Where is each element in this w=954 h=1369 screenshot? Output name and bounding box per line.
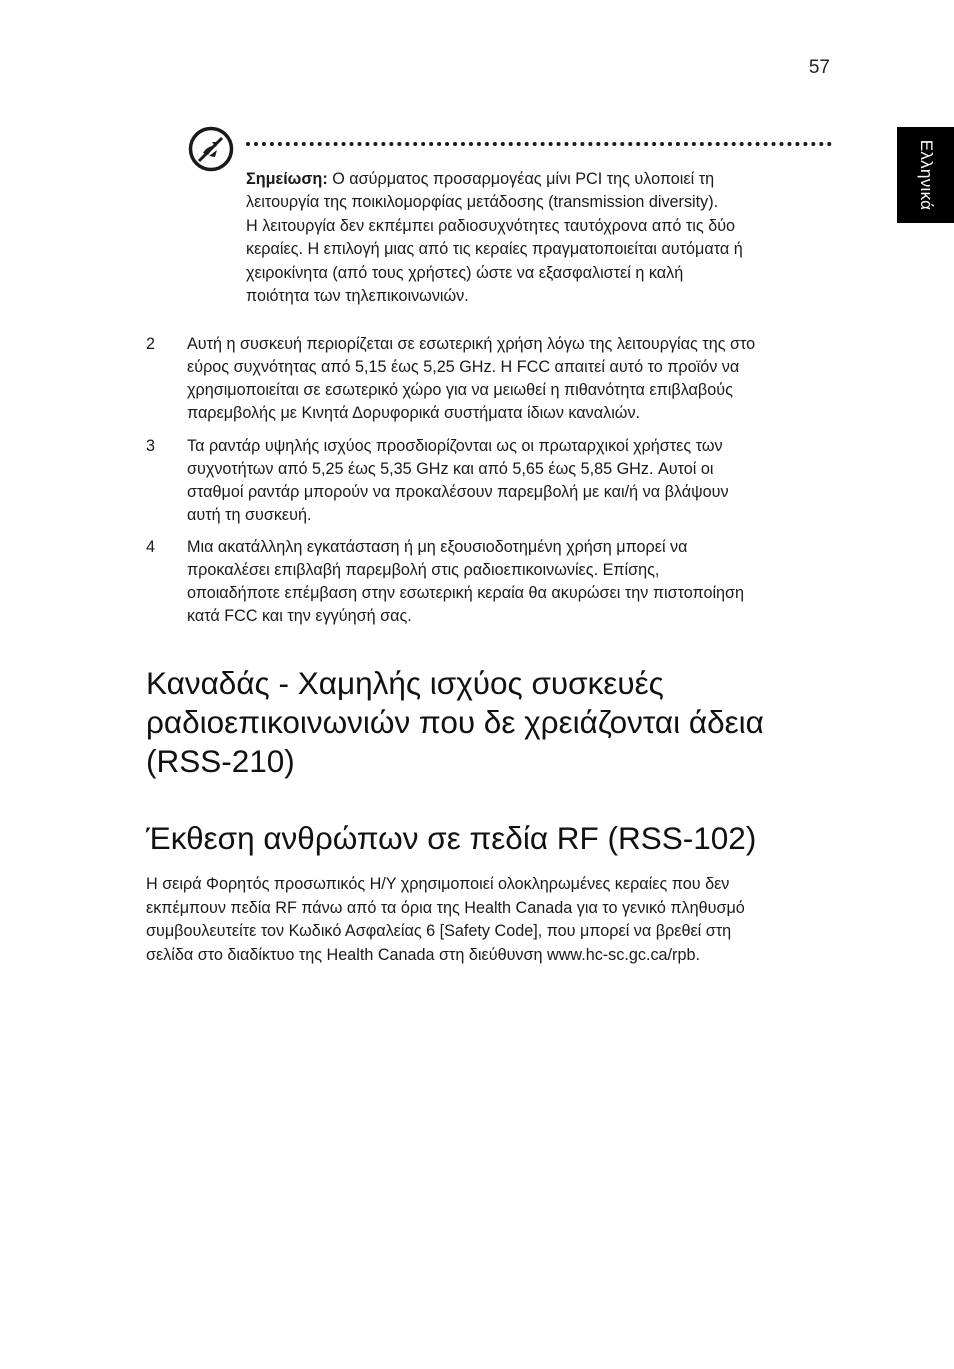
item-line: Μια ακατάλληλη εγκατάσταση ή μη εξουσιοδοτημένη χρήση μπορεί να	[187, 538, 688, 556]
note-line: Η λειτουργία δεν εκπέμπει ραδιοσυχνότητες ταυτόχρονα από τις δύο	[246, 216, 736, 235]
heading-line: (RSS-210)	[146, 743, 295, 779]
item-line: παρεμβολής με Κινητά Δορυφορικά συστήματα ίδιων καναλιών.	[187, 404, 641, 422]
heading-line: Καναδάς - Χαμηλής ισχύος συσκευές	[146, 665, 664, 701]
item-line: συχνοτήτων από 5,25 έως 5,35 GHz και από 5,65 έως 5,85 GHz. Αυτοί οι	[187, 460, 714, 478]
paragraph-line: εκπέμπουν πεδία RF πάνω από τα όρια της Health Canada για το γενικό πληθυσμό	[146, 898, 745, 917]
paragraph-line: συμβουλευτείτε τον Κωδικό Ασφαλείας 6 [Safety Code], που μπορεί να βρεθεί στη	[146, 922, 732, 941]
item-number: 3	[146, 437, 156, 455]
item-line: σταθμοί ραντάρ μπορούν να προκαλέσουν παρεμβολή με και/ή να βλάψουν	[187, 483, 729, 501]
page-number: 57	[808, 57, 830, 78]
note-text	[246, 168, 832, 308]
numbered-item-2	[146, 333, 832, 425]
heading-rf-exposure: Έκθεση ανθρώπων σε πεδία RF (RSS-102)	[146, 820, 757, 856]
item-line: Αυτή η συσκευή περιορίζεται σε εσωτερική χρήση λόγω της λειτουργίας της στο	[187, 335, 756, 353]
numbered-item-4	[146, 536, 832, 628]
note-divider	[246, 142, 832, 146]
heading-line: ραδιοεπικοινωνιών που δε χρειάζονται άδεια	[146, 704, 764, 740]
item-line: χρησιμοποιείται σε εσωτερικό χώρο για να μειωθεί η πιθανότητα επιβλαβούς	[187, 381, 733, 399]
note-line: Ο ασύρματος προσαρμογέας μίνι PCI της υλοποιεί τη	[327, 170, 715, 188]
note-line: λειτουργία της ποικιλομορφίας μετάδοσης (transmission diversity).	[246, 193, 719, 212]
item-line: κατά FCC και την εγγύησή σας.	[187, 607, 412, 625]
note-line: ποιότητα των τηλεπικοινωνιών.	[246, 287, 469, 306]
rf-exposure-paragraph	[146, 873, 836, 967]
note-label: Σημείωση:	[246, 170, 328, 188]
item-line: οποιαδήποτε επέμβαση στην εσωτερική κεραία θα ακυρώσει την πιστοποίηση	[187, 584, 745, 602]
item-line: εύρος συχνότητας από 5,15 έως 5,25 GHz. Η FCC απαιτεί αυτό το προϊόν να	[187, 358, 740, 376]
item-number: 4	[146, 538, 156, 556]
note-pencil-icon	[188, 126, 234, 172]
paragraph-line: σελίδα στο διαδίκτυο της Health Canada στη διεύθυνση www.hc-sc.gc.ca/rpb.	[146, 945, 700, 964]
paragraph-line: Η σειρά Φορητός προσωπικός Η/Υ χρησιμοποιεί ολοκληρωμένες κεραίες που δεν	[146, 875, 730, 893]
note-line: κεραίες. Η επιλογή μιας από τις κεραίες πραγματοποιείται αυτόματα ή	[246, 240, 743, 259]
item-line: Τα ραντάρ υψηλής ισχύος προσδιορίζονται ως οι πρωταρχικοί χρήστες των	[187, 437, 723, 455]
heading-canada-rss210	[146, 664, 846, 781]
note-line: χειροκίνητα (από τους χρήστες) ώστε να εξασφαλιστεί η καλή	[246, 263, 684, 282]
language-tab	[897, 127, 954, 223]
item-line: αυτή τη συσκευή.	[187, 506, 312, 524]
language-tab-label: Ελληνικά	[916, 139, 936, 211]
item-number: 2	[146, 335, 156, 353]
numbered-item-3	[146, 435, 832, 527]
item-line: προκαλέσει επιβλαβή παρεμβολή στις ραδιοεπικοινωνίες. Επίσης,	[187, 561, 660, 579]
